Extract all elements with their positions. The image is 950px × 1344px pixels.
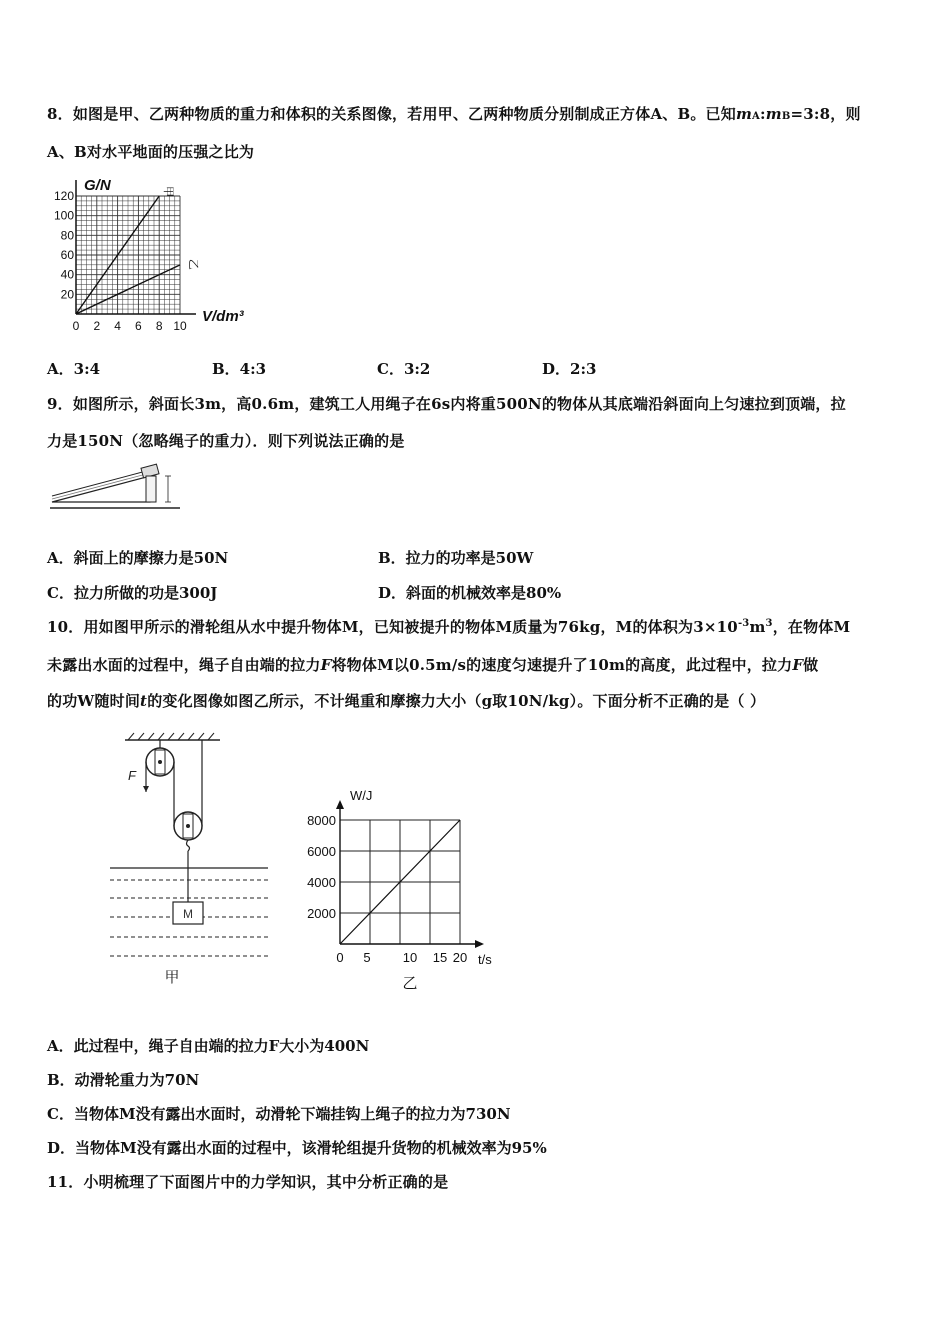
q8-line1: [47, 103, 861, 124]
y-axis-label: W/J: [350, 788, 373, 803]
q10-line2: [47, 654, 818, 675]
q8-option-a[interactable]: A．3:4: [47, 360, 101, 378]
q8-option-b[interactable]: B．4:3: [212, 360, 267, 378]
y-tick-label: 120: [53, 189, 74, 203]
y-tick-label: 40: [60, 267, 74, 282]
y-tick-label: 60: [60, 248, 74, 262]
mass-ratio-value: =3:8，则: [790, 105, 861, 123]
q10-option-c[interactable]: C．当物体M没有露出水面时，动滑轮下端挂钩上绳子的拉力为730N: [47, 1105, 511, 1123]
q9-line2: 力是150N（忽略绳子的重力）．则下列说法正确的是: [47, 432, 405, 450]
q10-line1-tail: ，在物体M: [772, 618, 851, 636]
figure-jia-caption: 甲: [164, 969, 180, 986]
series-label-0: 甲: [162, 186, 175, 197]
gravity-volume-chart: [40, 168, 280, 336]
q10-exp-2: 3: [765, 618, 773, 629]
x-tick-label: 10: [402, 950, 418, 965]
mass-sub-a: A: [752, 111, 761, 122]
mass-m-label: M: [183, 907, 193, 921]
q10-line1-text: 10．用如图甲所示的滑轮组从水中提升物体M，已知被提升的物体M质量为76kg，M的体积为3×10: [47, 618, 738, 636]
q9-option-a[interactable]: A．斜面上的摩擦力是50N: [47, 549, 229, 567]
x-tick-label: 10: [173, 319, 187, 333]
y-axis-label: G/N: [84, 177, 111, 194]
x-tick-label: 4: [114, 319, 121, 333]
y-tick-label: 8000: [307, 813, 336, 828]
q8-option-c[interactable]: C．3:2: [377, 360, 431, 378]
q8-stem-text: 8．如图是甲、乙两种物质的重力和体积的关系图像，若用甲、乙两种物质分别制成正方体A、B。已知: [47, 105, 736, 123]
y-tick-label: 6000: [307, 844, 336, 859]
x-axis-label: t/s: [478, 952, 492, 967]
figure-yi-caption: 乙: [402, 975, 418, 992]
q10-line2-tail: 做: [803, 656, 819, 674]
q10-line3-text: 的功W随时间: [47, 692, 141, 710]
x-tick-label: 2: [93, 319, 101, 333]
mass-symbol-a: m: [735, 105, 753, 123]
q10-line2-text: 未露出水面的过程中，绳子自由端的拉力: [47, 656, 321, 674]
y-tick-label: 100: [53, 208, 74, 223]
q10-force-symbol: F: [320, 656, 332, 674]
x-tick-label: 5: [363, 950, 371, 965]
q9-option-c[interactable]: C．拉力所做的功是300J: [47, 584, 218, 602]
q8-line2: A、B对水平地面的压强之比为: [47, 143, 255, 161]
incline-figure: [46, 458, 186, 514]
work-time-chart: [292, 782, 507, 994]
mass-symbol-b: m: [765, 105, 782, 123]
x-tick-label: 20: [452, 950, 468, 965]
q10-exp-1: -3: [737, 618, 750, 629]
mass-colon: :: [760, 105, 766, 123]
q9-line1: 9．如图所示，斜面长3m，高0.6m，建筑工人用绳子在6s内将重500N的物体从其底端沿斜面向上匀速拉到顶端，拉: [47, 395, 846, 413]
q10-option-d[interactable]: D．当物体M没有露出水面的过程中，该滑轮组提升货物的机械效率为95%: [47, 1139, 547, 1157]
q10-line3-tail: 的变化图像如图乙所示，不计绳重和摩擦力大小（g取10N/kg）。下面分析不正确的是（ ）: [147, 692, 766, 710]
q10-line1: [47, 616, 850, 637]
q10-option-b[interactable]: B．动滑轮重力为70N: [47, 1071, 200, 1089]
q8-option-d[interactable]: D．2:3: [542, 360, 597, 378]
series-label-1: 乙: [187, 258, 199, 270]
x-tick-label: 15: [432, 950, 448, 965]
q10-unit-m: m: [749, 618, 766, 636]
q9-option-d[interactable]: D．斜面的机械效率是80%: [378, 584, 562, 602]
x-tick-label: 0: [72, 319, 80, 333]
y-tick-label: 20: [60, 287, 74, 302]
q10-line2-mid: 将物体M以0.5m/s的速度匀速提升了10m的高度，此过程中，拉力: [331, 656, 793, 674]
x-axis-arrow: [475, 940, 484, 948]
y-tick-label: 2000: [307, 906, 336, 921]
q10-force-symbol-2: F: [792, 656, 804, 674]
x-tick-label: 8: [155, 319, 163, 333]
x-tick-label: 0: [336, 950, 344, 965]
q10-time-symbol: t: [140, 692, 148, 710]
force-f-label: F: [128, 768, 136, 783]
y-tick-label: 80: [60, 228, 74, 243]
x-axis-label: V/dm³: [202, 308, 244, 325]
mass-sub-b: B: [781, 111, 791, 122]
pulley-figure: [100, 730, 280, 990]
q11-line1: 11．小明梳理了下面图片中的力学知识，其中分析正确的是: [47, 1173, 449, 1191]
y-axis-arrow: [336, 800, 344, 809]
q10-line3: [47, 690, 765, 711]
y-tick-label: 4000: [307, 875, 336, 890]
x-tick-label: 6: [135, 319, 142, 333]
q9-option-b[interactable]: B．拉力的功率是50W: [378, 549, 534, 567]
q10-option-a[interactable]: A．此过程中，绳子自由端的拉力F大小为400N: [47, 1037, 370, 1055]
